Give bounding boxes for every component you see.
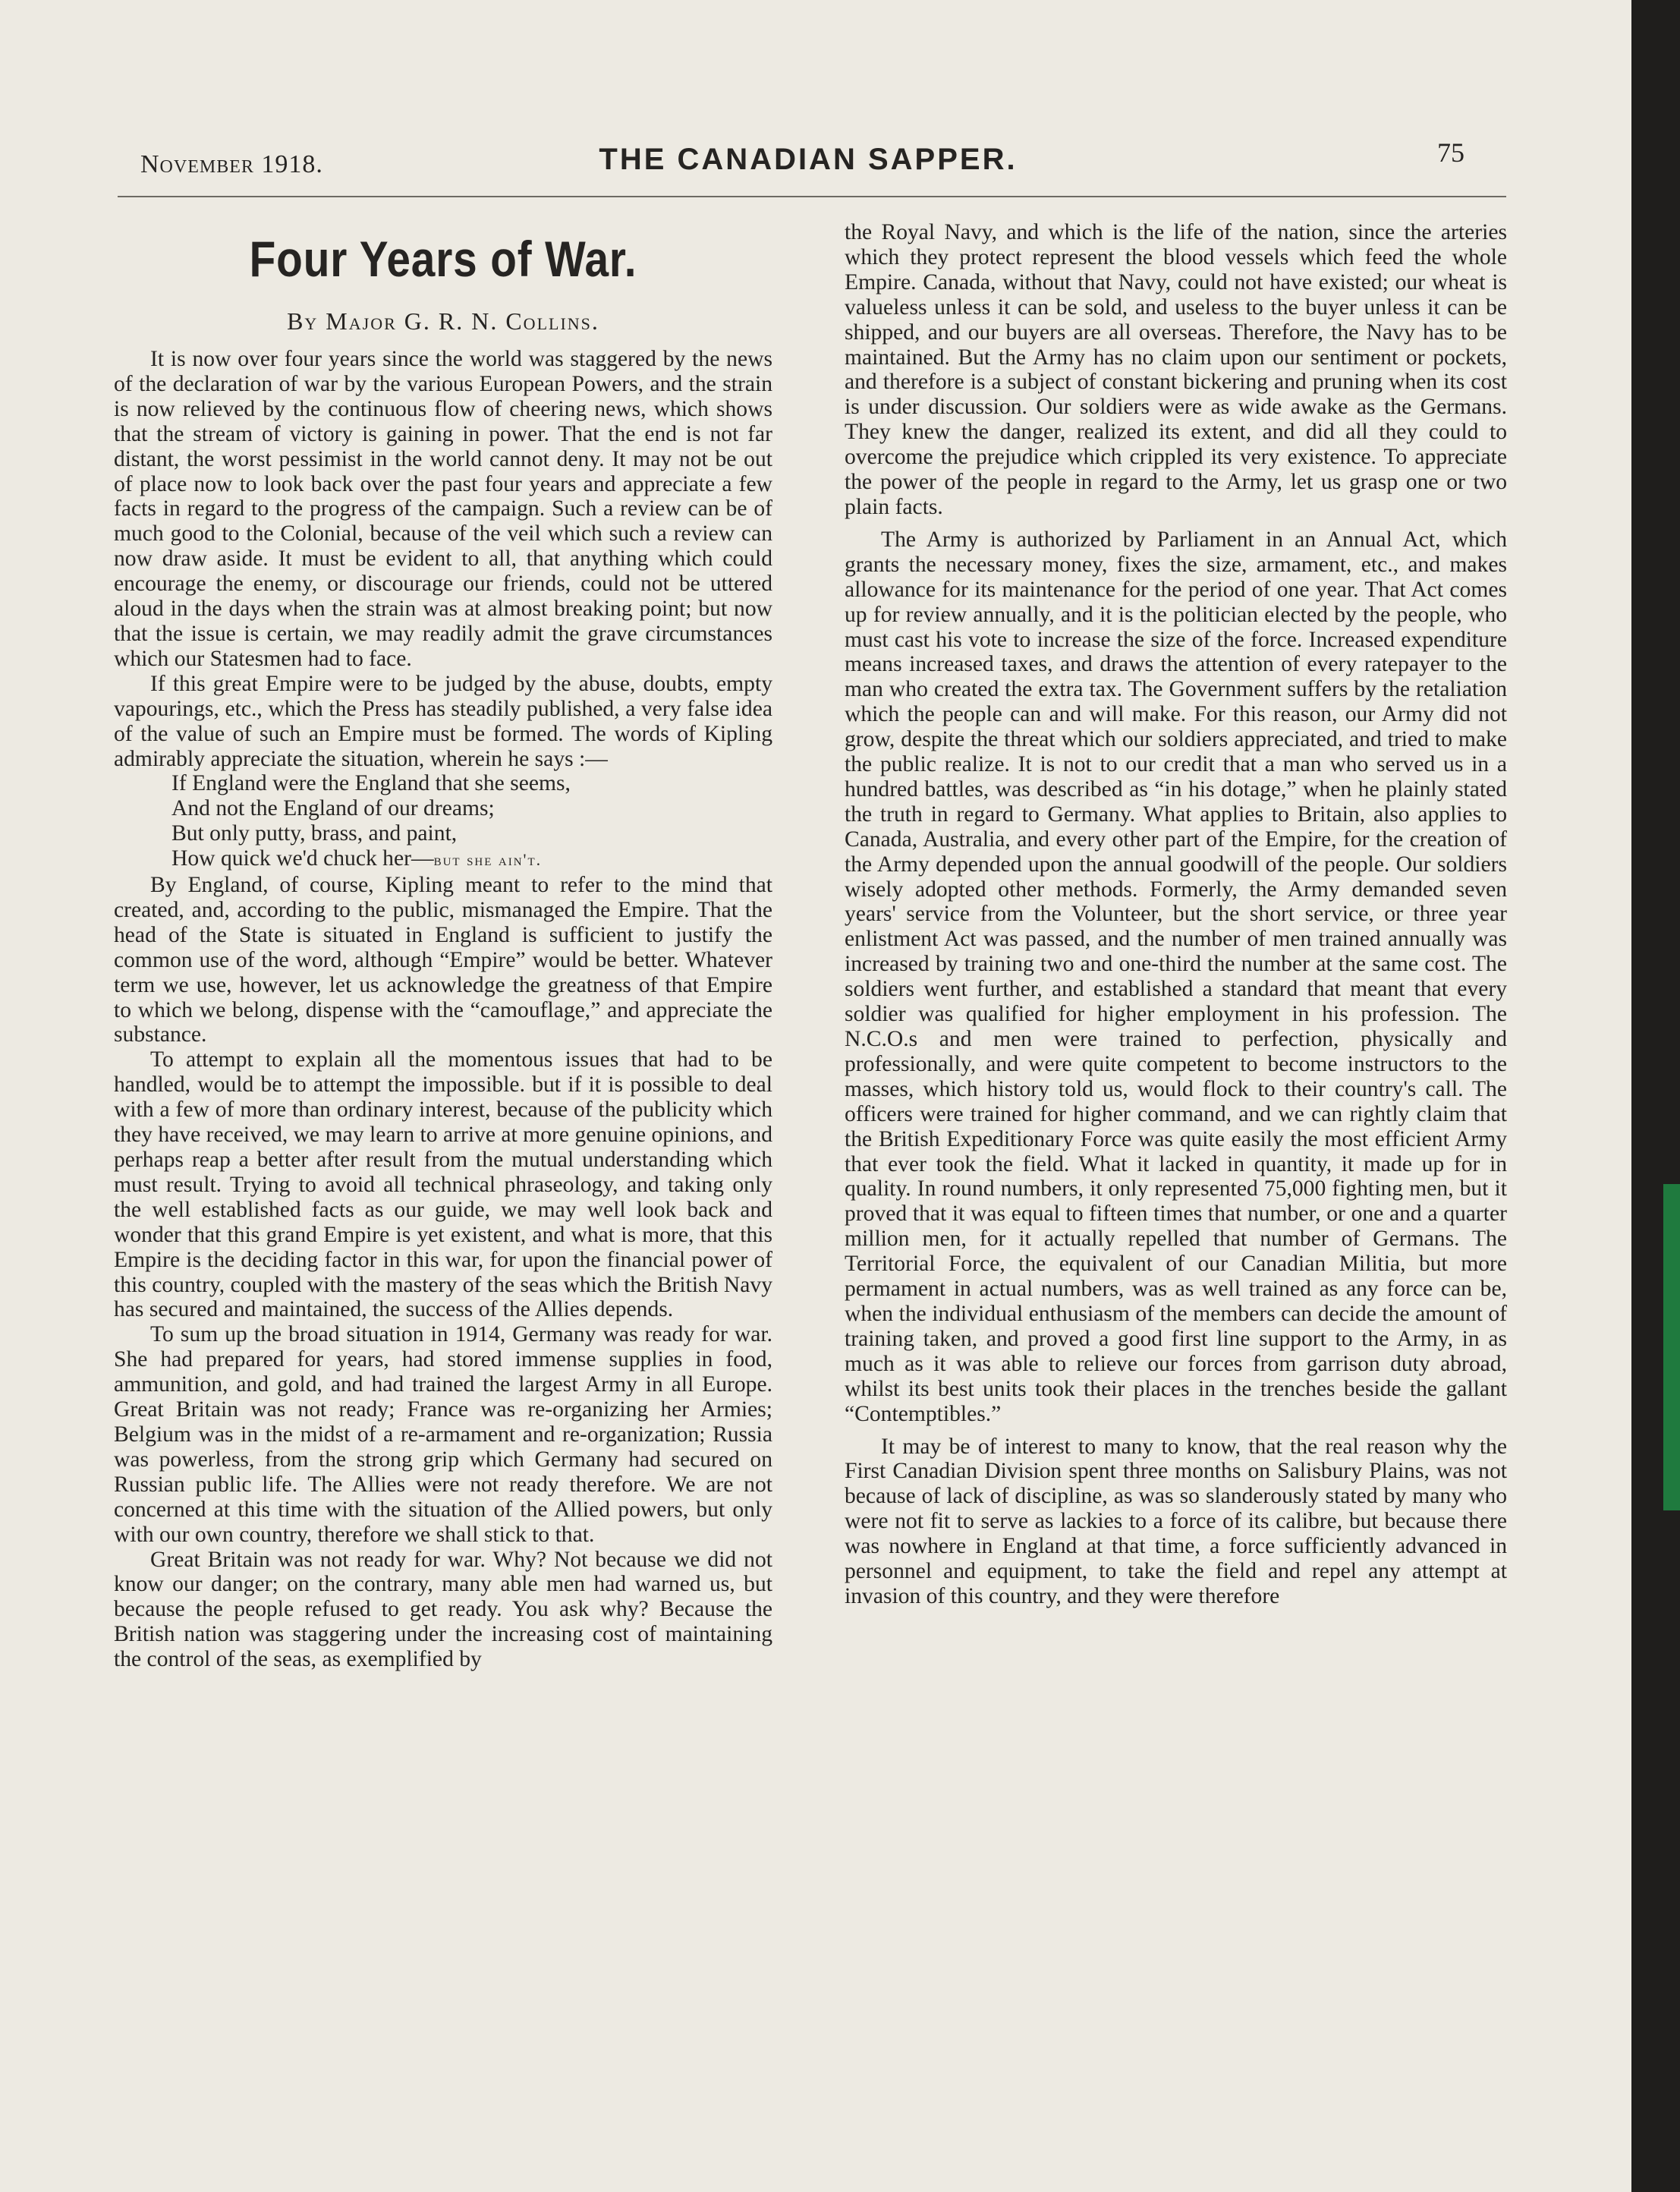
article-title: Four Years of War. <box>249 231 637 287</box>
page-edge-shadow <box>1631 0 1680 2192</box>
paragraph: By England, of course, Kipling meant to refer to the mind that created, and, according to the public, mismanaged the Empire. That the head of the State is situated in England is sufficient to justify the common use of the word, although “Empire” would be better. Whatever term we use, however, let us acknowledge the greatness of that Empire to which we belong, dispense with the “camouflage,” and appreciate the substance. <box>114 873 772 1047</box>
poem-line-text: How quick we'd chuck her— <box>171 846 434 871</box>
paragraph: the Royal Navy, and which is the life of the nation, since the arteries which they protect represent the blood vessels which feed the whole Empire. Canada, without that Navy, could not have existed; our wheat is valueless unless it can be sold, and useless to the buyer unless it can be shipped, and our buyers are all overseas. Therefore, the Navy has to be maintained. But the Army has no claim upon our sentiment or pockets, and therefore is a subject of constant bickering and pruning when its cost is under discussion. Our soldiers were as wide awake as the Germans. They knew the danger, realized its extent, and did all they could to overcome the prejudice which crippled its very existence. To appreciate the power of the people in regard to the Army, let us grasp one or two plain facts. <box>845 220 1507 519</box>
paragraph: It may be of interest to many to know, that the real reason why the First Canadian Division spent three months on Salisbury Plains, was not because of lack of discipline, as was so slanderously stated by many who were not fit to serve as lackies to a force of its calibre, but because there was nowhere in England at that time, a force sufficiently advanced in personnel and equipment, to take the field and repel any attempt at invasion of this country, and they were therefore <box>845 1434 1507 1608</box>
poem-line: But only putty, brass, and paint, <box>171 821 458 846</box>
kipling-quote <box>171 771 772 873</box>
header-rule <box>118 196 1506 197</box>
poem-line: If England were the England that she seems, <box>171 771 571 796</box>
left-column <box>114 216 772 1672</box>
article-byline: By Major G. R. N. Collins. <box>287 307 599 335</box>
poem-line: And not the England of our dreams; <box>171 796 495 821</box>
paragraph: To attempt to explain all the momentous issues that had to be handled, would be to attempt the impossible. but if it is possible to deal with a few of more than ordinary interest, because of the publicity which they have received, we may learn to arrive at more genuine opinions, and perhaps reap a better after result from the mutual understanding which must result. Trying to avoid all technical phraseology, and taking only the well established facts as our guide, we may well look back and wonder that this grand Empire is yet existent, and what is more, that this Empire is the deciding factor in this war, for upon the financial power of this country, coupled with the mastery of the seas which the British Navy has secured and maintained, the success of the Allies depends. <box>114 1047 772 1322</box>
right-column <box>845 220 1507 1609</box>
paragraph: To sum up the broad situation in 1914, Germany was ready for war. She had prepared for years, had stored immense supplies in food, ammunition, and gold, and had trained the largest Army in all Europe. Great Britain was not ready; France was re-organizing her Armies; Belgium was in the midst of a re-armament and re-organization; Russia was powerless, from the strong grip which Germany had secured on Russian public life. The Allies were not ready therefore. We are not concerned at this time with the situation of the Allied powers, but only with our own country, therefore we shall stick to that. <box>114 1322 772 1547</box>
page-header <box>140 137 1464 190</box>
paragraph: The Army is authorized by Parliament in an Annual Act, which grants the necessary money, fixes the size, armament, etc., and makes allowance for its maintenance for the period of one year. That Act comes up for review annually, and it is the politician elected by the people, who must cast his vote to increase the size of the force. Increased expenditure means increased taxes, and draws the attention of every ratepayer to the man who created the extra tax. The Government suffers by the retaliation which the people can and will make. For this reason, our Army did not grow, despite the threat which our soldiers appreciated, and tried to make the public realize. It is not to our credit that a man who served us in a hundred battles, was described as “in his dotage,” when he plainly stated the truth in regard to Germany. What applies to Britain, also applies to Canada, Australia, and every other part of the Empire, for the creation of the Army depended upon the annual goodwill of the people. Our soldiers wisely adopted other methods. Formerly, the Army demanded seven years' service from the Volunteer, but the short service, or three year enlistment Act was passed, and the number of men trained annually was increased by training two and one-third the number at the same cost. The soldiers went further, and established a standard that meant that every soldier was qualified for higher employment in his profession. The N.C.O.s and men were trained to perfection, physically and professionally, and were quite competent to become instructors to the masses, which history told us, would flock to their country's call. The officers were trained for higher command, and we can rightly claim that the British Expeditionary Force was quite easily the most efficient Army that ever took the field. What it lacked in quantity, it made up for in quality. In round numbers, it only represented 75,000 fighting men, but it proved that it was equal to fifteen times that number, or one and a quarter million men, for it actually repelled that number of Germans. The Territorial Force, the equivalent of our Canadian Militia, but more permament in actual numbers, was as well trained as any force can be, when the individual enthusiasm of the members can decide the amount of training taken, and proved a good first line support to the Army, in as much as it was able to relieve our forces from garrison duty abroad, whilst its best units took their places in the trenches beside the gallant “Contemptibles.” <box>845 527 1507 1426</box>
paragraph: It is now over four years since the world was staggered by the news of the declaration of war by the various European Powers, and the strain is now relieved by the continuous flow of cheering news, which shows that the stream of victory is gaining in power. That the end is not far distant, the worst pessimist in the world cannot deny. It may not be out of place now to look back over the past four years and appreciate a few facts in regard to the progress of the campaign. Such a review can be of much good to the Colonial, because of the veil which such a review can now draw aside. It must be evident to all, that anything which could encourage the enemy, or discourage our friends, could not be uttered aloud in the days when the strain was at almost breaking point; but now that the issue is certain, we may readily admit the grave circumstances which our Statesmen had to face. <box>114 347 772 671</box>
poem-punchline: but she ain't. <box>433 850 543 870</box>
poem-line-last <box>171 846 772 873</box>
paragraph: If this great Empire were to be judged by the abuse, doubts, empty vapourings, etc., which the Press has steadily published, a very false idea of the value of such an Empire must be formed. The words of Kipling admirably appreciate the situation, wherein he says :— <box>114 671 772 771</box>
issue-date: November 1918. <box>140 150 323 178</box>
page-tab-marker <box>1663 1184 1680 1510</box>
paragraph: Great Britain was not ready for war. Why? Not because we did not know our danger; on the contrary, many able men had warned us, but because the people refused to get ready. You ask why? Because the British nation was staggering under the increasing cost of maintaining the control of the seas, as exemplified by <box>114 1547 772 1672</box>
page-number: 75 <box>1437 137 1464 168</box>
publication-title: THE CANADIAN SAPPER. <box>599 143 1018 176</box>
